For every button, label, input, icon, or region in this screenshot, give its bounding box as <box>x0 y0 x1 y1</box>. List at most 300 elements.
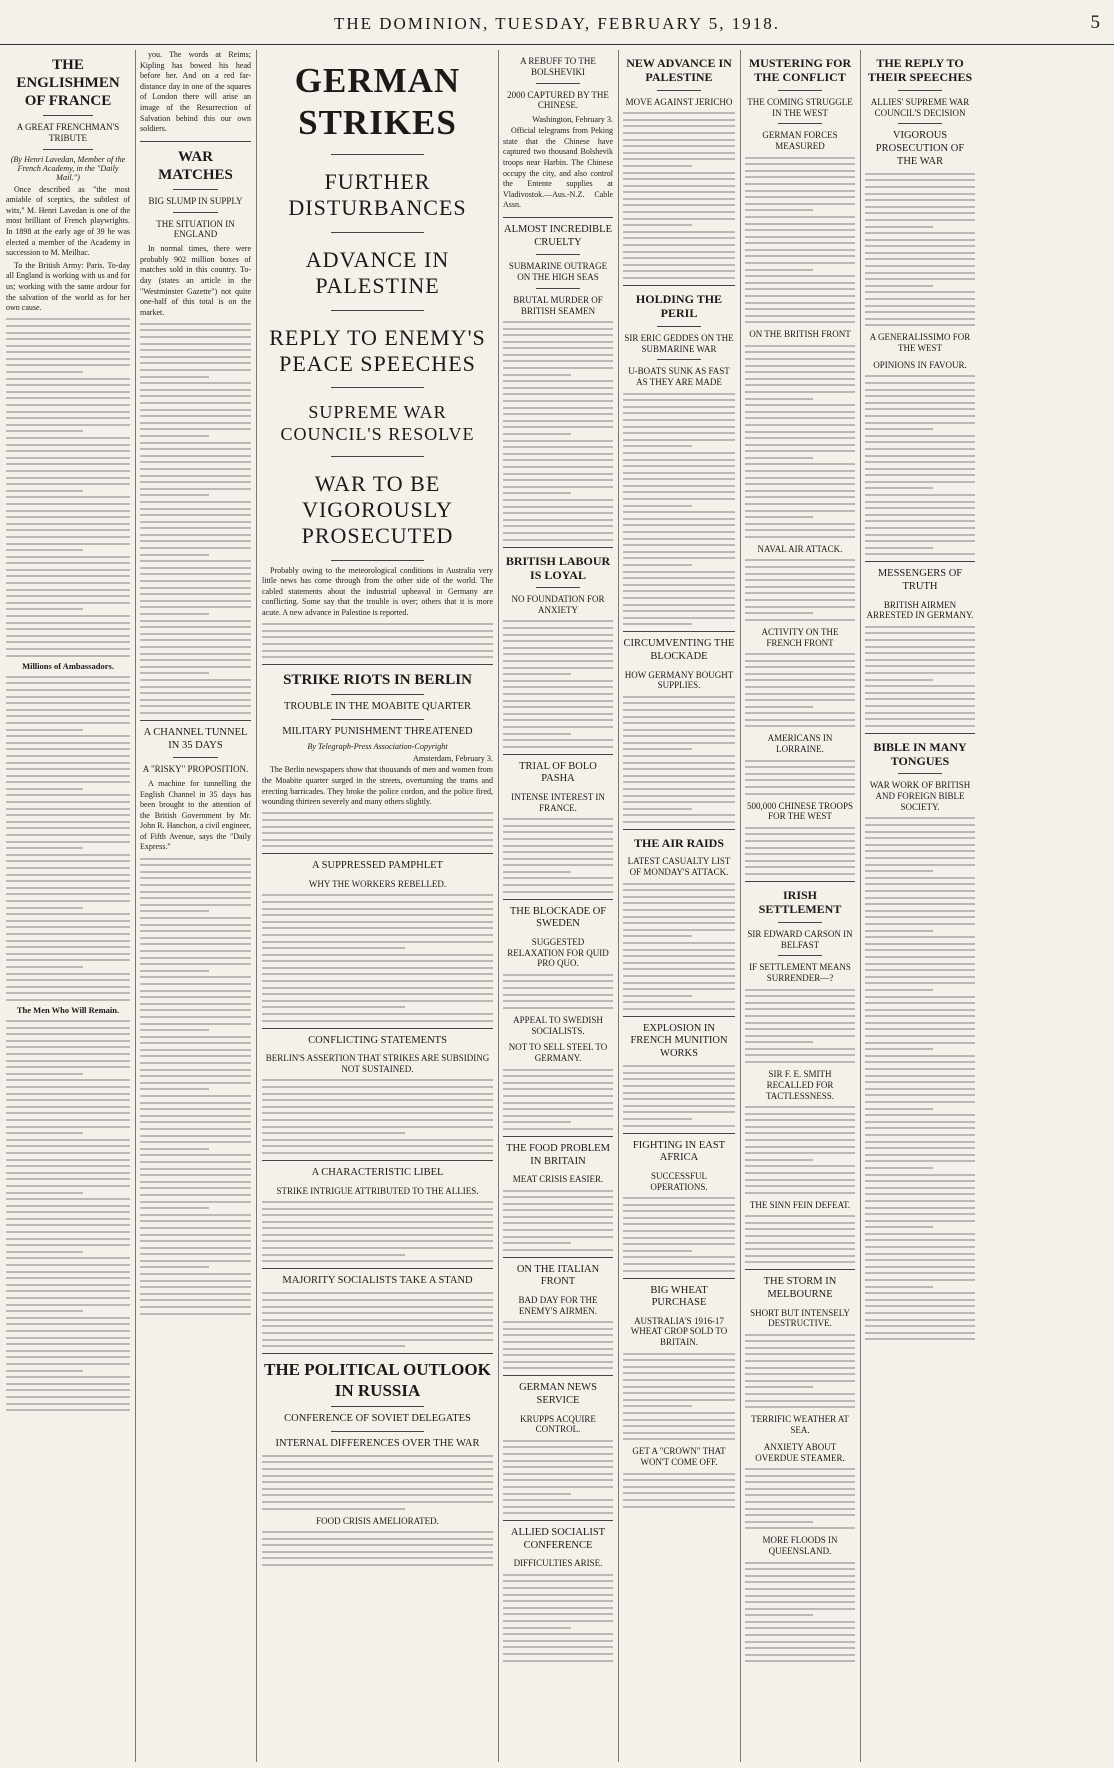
text-line <box>140 382 251 384</box>
text-line <box>6 562 130 564</box>
article-subheadline: WHY THE WORKERS REBELLED. <box>308 878 447 889</box>
text-line <box>865 1042 975 1044</box>
article-headline: THE BLOCKADE OF SWEDEN <box>509 905 607 930</box>
text-line <box>623 557 735 559</box>
text-line <box>745 989 855 991</box>
text-line <box>745 365 855 367</box>
text-line <box>745 566 855 568</box>
text-line <box>865 179 975 181</box>
text-line <box>6 444 130 446</box>
text-line <box>623 1353 735 1355</box>
text-line <box>865 685 975 687</box>
text-line <box>140 1075 251 1077</box>
text-line <box>623 1366 735 1368</box>
article-headline: THE POLITICAL OUTLOOK IN RUSSIA <box>264 1360 491 1400</box>
text-line <box>623 1263 735 1265</box>
text-block <box>503 1190 613 1251</box>
text-line <box>623 1399 735 1401</box>
text-line <box>745 1386 813 1388</box>
text-line <box>6 589 130 591</box>
text-line <box>865 1239 975 1241</box>
text-line <box>140 858 251 860</box>
text-line <box>745 686 855 688</box>
text-line <box>865 428 933 430</box>
text-line <box>6 1304 130 1306</box>
text-line <box>745 1660 855 1662</box>
text-line <box>6 709 130 711</box>
text-line <box>745 176 855 178</box>
text-line <box>503 360 613 362</box>
text-line <box>745 766 855 768</box>
text-line <box>140 613 209 615</box>
article-headline: A CHARACTERISTIC LIBEL <box>311 1166 444 1178</box>
text-line <box>745 847 855 849</box>
text-line <box>140 633 251 635</box>
text-line <box>745 384 855 386</box>
text-line <box>6 801 130 803</box>
text-line <box>140 1299 251 1301</box>
text-line <box>6 1350 130 1352</box>
text-line <box>503 891 613 893</box>
text-line <box>745 229 855 231</box>
text-line <box>6 920 130 922</box>
text-line <box>6 959 130 961</box>
text-line <box>865 1207 975 1209</box>
article-subheadline: NOT TO SELL STEEL TO GERMANY. <box>508 1042 608 1064</box>
text-line <box>262 845 493 847</box>
text-line <box>503 413 613 415</box>
text-line <box>140 593 251 595</box>
text-line <box>503 354 613 356</box>
article-headline: ALLIED SOCIALIST CONFERENCE <box>510 1527 606 1551</box>
text-line <box>6 510 130 512</box>
text-line <box>140 626 251 628</box>
text-block <box>503 620 613 747</box>
text-line <box>140 455 251 457</box>
text-line <box>6 318 130 320</box>
text-line <box>865 679 933 681</box>
text-line <box>6 1337 130 1339</box>
text-line <box>865 305 975 307</box>
text-line <box>503 1653 613 1655</box>
text-line <box>503 473 613 475</box>
text-line <box>623 735 735 737</box>
masthead-title: THE DOMINION, TUESDAY, FEBRUARY 5, 1918. <box>333 14 780 33</box>
text-line <box>6 1376 130 1378</box>
text-line <box>865 916 975 918</box>
text-line <box>865 646 975 648</box>
text-line <box>503 1108 613 1110</box>
text-line <box>503 486 613 488</box>
article-headline: THE REPLY TO THEIR SPEECHES <box>867 56 973 85</box>
text-line <box>623 814 735 816</box>
text-line <box>140 910 209 912</box>
text-line <box>6 1277 130 1279</box>
text-line <box>6 1310 83 1312</box>
text-line <box>140 1247 251 1249</box>
text-line <box>745 371 855 373</box>
text-line <box>140 389 251 391</box>
text-line <box>623 1217 735 1219</box>
text-line <box>6 946 130 948</box>
article-headline: MESSENGERS OF TRUTH <box>877 568 963 593</box>
text-line <box>865 520 975 522</box>
text-line <box>503 1121 571 1123</box>
text-line <box>865 1187 975 1189</box>
text-line <box>503 640 613 642</box>
text-line <box>6 715 130 717</box>
text-line <box>262 993 493 995</box>
text-line <box>262 1221 493 1223</box>
text-line <box>865 910 975 912</box>
text-block <box>623 393 735 626</box>
text-line <box>745 699 855 701</box>
text-line <box>503 512 613 514</box>
text-line <box>503 693 613 695</box>
article-headline: ON THE ITALIAN FRONT <box>516 1263 600 1288</box>
text-block <box>262 894 493 1021</box>
text-line <box>6 635 130 637</box>
text-line <box>503 539 613 541</box>
text-line <box>623 531 735 533</box>
text-block <box>503 818 613 893</box>
text-line <box>6 470 130 472</box>
text-line <box>503 1587 613 1589</box>
text-line <box>503 634 613 636</box>
text-line <box>262 819 493 821</box>
article-subheadline: A "RISKY" PROPOSITION. <box>142 764 249 775</box>
article-subheadline: 500,000 CHINESE TROOPS FOR THE WEST <box>746 800 854 822</box>
text-line <box>503 1460 613 1462</box>
text-line <box>140 508 251 510</box>
text-line <box>140 442 251 444</box>
article-headline: NEW ADVANCE IN PALESTINE <box>626 56 732 85</box>
text-line <box>503 1620 613 1622</box>
text-line <box>865 1035 975 1037</box>
text-line <box>140 468 251 470</box>
text-line <box>745 411 855 413</box>
text-line <box>6 1317 130 1319</box>
text-line <box>6 854 130 856</box>
text-block <box>6 1020 130 1411</box>
text-line <box>6 1198 130 1200</box>
text-line <box>140 435 209 437</box>
text-line <box>262 894 493 896</box>
text-line <box>745 196 855 198</box>
text-line <box>745 1353 855 1355</box>
text-line <box>140 924 251 926</box>
text-line <box>140 1023 251 1025</box>
text-line <box>865 1068 975 1070</box>
text-line <box>262 1093 493 1095</box>
text-line <box>6 496 130 498</box>
text-line <box>503 620 613 622</box>
text-block <box>745 1334 855 1409</box>
text-line <box>503 1196 613 1198</box>
text-line <box>745 496 855 498</box>
text-line <box>140 970 209 972</box>
text-line <box>623 909 735 911</box>
text-line <box>623 498 735 500</box>
text-line <box>623 762 735 764</box>
text-line <box>745 1028 855 1030</box>
text-line <box>865 1233 975 1235</box>
text-line <box>865 1154 975 1156</box>
text-line <box>745 995 855 997</box>
text-line <box>623 801 735 803</box>
text-line <box>865 963 975 965</box>
text-line <box>6 999 130 1001</box>
text-line <box>140 534 251 536</box>
text-line <box>503 1102 613 1104</box>
text-line <box>745 1152 855 1154</box>
text-line <box>6 490 83 492</box>
text-line <box>6 622 130 624</box>
text-line <box>6 529 130 531</box>
crosshead: Millions of Ambassadors. <box>22 661 114 672</box>
article-headline: BIG WHEAT PURCHASE <box>650 1284 708 1309</box>
text-line <box>745 1595 855 1597</box>
text-line <box>262 1475 493 1477</box>
text-block <box>503 1440 613 1515</box>
text-line <box>623 1386 735 1388</box>
text-line <box>6 549 83 551</box>
text-line <box>503 647 613 649</box>
text-line <box>745 1647 855 1649</box>
text-line <box>865 375 975 377</box>
text-line <box>140 336 251 338</box>
text-line <box>140 376 209 378</box>
text-line <box>140 957 251 959</box>
text-line <box>140 415 251 417</box>
text-line <box>262 1538 493 1540</box>
article-paragraph: Official telegrams from Peking state that the Chinese have captured two thousand Bolshevik troops near Harbin. The Chinese occupy the city, and also control the Entente supplies at Vladivostok.—Aus.-N.Z. Cable Assn. <box>503 126 613 210</box>
text-block <box>140 323 251 714</box>
text-line <box>140 1088 209 1090</box>
text-line <box>6 940 130 942</box>
text-line <box>262 1119 493 1121</box>
article-headline: A SUPPRESSED PAMPHLET <box>312 860 443 872</box>
text-line <box>865 272 975 274</box>
text-line <box>865 632 975 634</box>
text-line <box>745 1575 855 1577</box>
text-line <box>262 1345 405 1347</box>
text-line <box>865 923 975 925</box>
text-line <box>745 679 855 681</box>
text-line <box>6 794 130 796</box>
text-line <box>140 1069 251 1071</box>
text-line <box>6 351 130 353</box>
text-line <box>6 900 130 902</box>
text-line <box>503 733 571 735</box>
text-line <box>745 170 855 172</box>
text-line <box>503 1453 613 1455</box>
text-line <box>745 725 855 727</box>
text-line <box>262 832 493 834</box>
text-line <box>623 485 735 487</box>
text-line <box>503 851 613 853</box>
text-line <box>6 1040 130 1042</box>
text-line <box>6 1370 83 1372</box>
text-line <box>6 860 130 862</box>
text-line <box>262 636 493 638</box>
text-line <box>623 1008 735 1010</box>
text-line <box>6 841 130 843</box>
text-line <box>865 1160 975 1162</box>
text-line <box>6 1020 130 1022</box>
text-line <box>6 1409 130 1411</box>
article-subheadline: OPINIONS IN FAVOUR. <box>873 360 967 370</box>
text-line <box>6 867 130 869</box>
text-block <box>503 1069 613 1130</box>
text-line <box>503 667 613 669</box>
text-line <box>745 1475 855 1477</box>
text-line <box>745 1380 855 1382</box>
text-line <box>623 165 692 167</box>
text-line <box>503 387 613 389</box>
text-block <box>623 1353 735 1441</box>
text-line <box>503 433 571 435</box>
text-line <box>262 656 493 658</box>
text-line <box>503 380 613 382</box>
text-line <box>6 463 130 465</box>
text-line <box>140 488 251 490</box>
text-line <box>6 1231 130 1233</box>
text-line <box>865 455 975 457</box>
text-line <box>623 623 692 625</box>
text-line <box>6 1178 130 1180</box>
text-line <box>745 431 855 433</box>
text-line <box>140 349 251 351</box>
text-line <box>503 838 613 840</box>
text-line <box>745 1627 855 1629</box>
text-line <box>140 1187 251 1189</box>
text-line <box>865 659 975 661</box>
text-line <box>623 1001 735 1003</box>
text-block <box>745 1215 855 1263</box>
text-line <box>6 648 130 650</box>
article-subheadline: INTENSE INTEREST IN FRANCE. <box>511 791 605 813</box>
text-line <box>745 1172 855 1174</box>
article-subheadline: NAVAL AIR ATTACK. <box>757 544 843 555</box>
text-line <box>623 478 735 480</box>
text-line <box>140 1227 251 1229</box>
text-line <box>140 461 251 463</box>
text-line <box>865 1147 975 1149</box>
text-line <box>865 1266 975 1268</box>
text-line <box>262 1247 493 1249</box>
article-subheadline: ANXIETY ABOUT OVERDUE STEAMER. <box>755 1441 845 1463</box>
text-line <box>865 831 975 833</box>
text-line <box>623 178 735 180</box>
text-line <box>503 660 613 662</box>
text-line <box>745 1588 855 1590</box>
text-line <box>503 459 613 461</box>
text-line <box>140 871 251 873</box>
text-line <box>623 929 735 931</box>
text-line <box>6 391 130 393</box>
dateline: Amsterdam, February 3. <box>412 754 493 764</box>
text-line <box>623 204 735 206</box>
text-line <box>6 907 83 909</box>
text-line <box>623 1118 692 1120</box>
text-line <box>745 719 855 721</box>
text-line <box>6 729 83 731</box>
article-headline: CIRCUMVENTING THE BLOCKADE <box>623 638 735 662</box>
text-line <box>503 532 613 534</box>
article-headline: ALMOST INCREDIBLE CRUELTY <box>503 223 612 248</box>
text-line <box>503 407 613 409</box>
text-line <box>503 446 613 448</box>
text-block <box>745 345 855 538</box>
text-line <box>623 119 735 121</box>
credit-line: By Telegraph-Press Association-Copyright <box>307 742 448 752</box>
text-line <box>745 163 855 165</box>
article-subheadline: ACTIVITY ON THE FRENCH FRONT <box>761 626 839 648</box>
text-line <box>6 477 130 479</box>
text-line <box>6 1152 130 1154</box>
text-line <box>623 1105 735 1107</box>
text-line <box>140 1260 251 1262</box>
text-line <box>6 827 130 829</box>
article-headline: MAJORITY SOCIALISTS TAKE A STAND <box>282 1275 473 1287</box>
text-line <box>262 623 493 625</box>
text-line <box>745 209 813 211</box>
article-paragraph: A machine for tunnelling the English Channel in 35 days has been brought to the attention of the British Government by Mr. John R. Hanchon, a civil engineer, of Fifth Avenue, says the "Daily Express." <box>140 778 251 852</box>
text-line <box>865 501 975 503</box>
text-line <box>745 470 855 472</box>
article-headline: A REBUFF TO THE BOLSHEVIKI <box>520 56 596 77</box>
text-line <box>623 577 735 579</box>
text-line <box>6 543 130 545</box>
text-line <box>503 374 571 376</box>
text-line <box>6 702 130 704</box>
text-line <box>623 716 735 718</box>
text-line <box>623 982 735 984</box>
text-line <box>623 610 735 612</box>
text-line <box>865 976 975 978</box>
text-line <box>745 457 813 459</box>
text-line <box>745 592 855 594</box>
text-line <box>623 729 735 731</box>
text-line <box>503 1499 613 1501</box>
text-line <box>503 719 613 721</box>
text-line <box>745 1261 855 1263</box>
text-line <box>140 580 251 582</box>
article-subheadline: BRUTAL MURDER OF BRITISH SEAMEN <box>513 294 603 316</box>
text-line <box>262 921 493 923</box>
text-line <box>623 604 735 606</box>
article-paragraph: In normal times, there were probably 902 million boxes of matches sold in this country. To-day (states an article in the "Westminster Gazette") not quite one-half of this total is on the market. <box>140 244 251 317</box>
column-3-lead <box>262 50 493 1762</box>
text-line <box>262 1312 493 1314</box>
text-line <box>503 980 613 982</box>
text-line <box>6 762 130 764</box>
text-line <box>623 277 735 279</box>
text-line <box>6 986 130 988</box>
text-line <box>745 1527 855 1529</box>
text-line <box>745 1468 855 1470</box>
text-line <box>503 1082 613 1084</box>
text-block <box>262 1531 493 1566</box>
text-line <box>6 893 130 895</box>
text-line <box>623 916 735 918</box>
text-line <box>623 702 735 704</box>
lead-subheadline: ADVANCE IN PALESTINE <box>305 246 450 299</box>
text-line <box>6 364 130 366</box>
text-line <box>503 420 613 422</box>
text-line <box>503 706 613 708</box>
